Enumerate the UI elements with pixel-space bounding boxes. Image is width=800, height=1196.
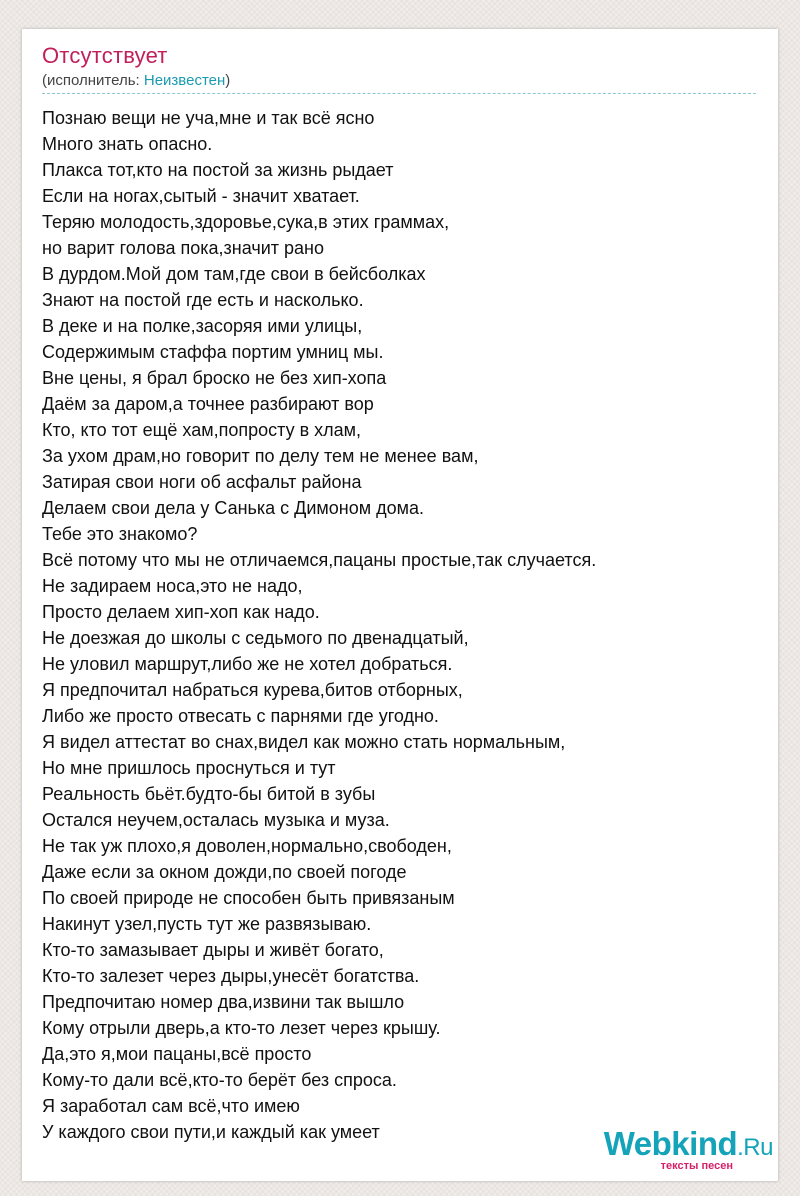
site-watermark [604,1127,773,1172]
lyric-line: Всё потому что мы не отличаемся,пацаны простые,так случается. [42,550,597,570]
lyric-line: Делаем свои дела у Санька с Димоном дома. [42,498,425,518]
lyric-line: Теряю молодость,здоровье,сука,в этих граммах, [42,212,450,232]
lyric-line: Содержимым стаффа портим умниц мы. [42,342,384,362]
lyric-line: Либо же просто отвесать с парнями где угодно. [42,706,439,726]
lyric-line: Много знать опасно. [42,134,213,154]
lyric-line: По своей природе не способен быть привязаным [42,888,455,908]
lyric-line: Я предпочитал набраться курева,битов отборных, [42,680,463,700]
lyric-line: Плакса тот,кто на постой за жизнь рыдает [42,160,394,180]
lyric-line: В дурдом.Мой дом там,где свои в бейсболках [42,264,426,284]
artist-link[interactable]: Неизвестен [143,72,226,89]
lyric-line: Накинут узел,пусть тут же развязываю. [42,914,372,934]
lyric-line: Не так уж плохо,я доволен,нормально,свободен, [42,836,452,856]
lyric-line: но варит голова пока,значит рано [42,238,325,258]
lyric-line: Я видел аттестат во снах,видел как можно стать нормальным, [42,732,566,752]
lyric-line: Не уловил маршрут,либо же не хотел добраться. [42,654,453,674]
lyric-line: Кто, кто тот ещё хам,попросту в хлам, [42,420,362,440]
lyric-line: Да,это я,мои пацаны,всё просто [42,1044,312,1064]
lyrics-sheet [22,29,778,1181]
lyric-line: Кто-то залезет через дыры,унесёт богатства. [42,966,420,986]
lyric-line: Реальность бьёт.будто-бы битой в зубы [42,784,376,804]
lyric-line: За ухом драм,но говорит по делу тем не менее вам, [42,446,479,466]
song-title: Отсутствует [42,43,168,68]
lyric-line: Если на ногах,сытый - значит хватает. [42,186,360,206]
lyric-line: Даже если за окном дожди,по своей погоде [42,862,407,882]
lyric-line: Вне цены, я брал броско не без хип-хопа [42,368,387,388]
watermark-tagline: тексты песен [660,1160,733,1172]
artist-suffix: ) [225,72,231,89]
lyric-line: Просто делаем хип-хоп как надо. [42,602,320,622]
lyric-line: Кому отрыли дверь,а кто-то лезет через крышу. [42,1018,441,1038]
artist-prefix: (исполнитель: [42,72,144,89]
lyric-line: Не задираем носа,это не надо, [42,576,303,596]
lyric-line: Предпочитаю номер два,извини так вышло [42,992,405,1012]
lyric-line: Тебе это знакомо? [42,524,198,544]
lyric-line: Не доезжая до школы с седьмого по двенадцатый, [42,628,469,648]
lyrics-text [42,105,752,1145]
lyric-line: Я заработал сам всё,что имею [42,1096,300,1116]
lyric-line: Кому-то дали всё,кто-то берёт без спроса. [42,1070,397,1090]
artist-line [42,72,230,89]
watermark-name: Webkind [603,1125,738,1162]
title-divider [42,93,756,94]
lyric-line: Но мне пришлось проснуться и тут [42,758,336,778]
lyric-line: В деке и на полке,засоряя ими улицы, [42,316,363,336]
lyric-line: Познаю вещи не уча,мне и так всё ясно [42,108,375,128]
lyric-line: Кто-то замазывает дыры и живёт богато, [42,940,384,960]
lyric-line: Остался неучем,осталась музыка и муза. [42,810,390,830]
watermark-tld: .Ru [737,1134,773,1161]
lyric-line: У каждого свои пути,и каждый как умеет [42,1122,380,1142]
lyric-line: Даём за даром,а точнее разбирают вор [42,394,374,414]
lyric-line: Затирая свои ноги об асфальт района [42,472,362,492]
lyric-line: Знают на постой где есть и насколько. [42,290,364,310]
